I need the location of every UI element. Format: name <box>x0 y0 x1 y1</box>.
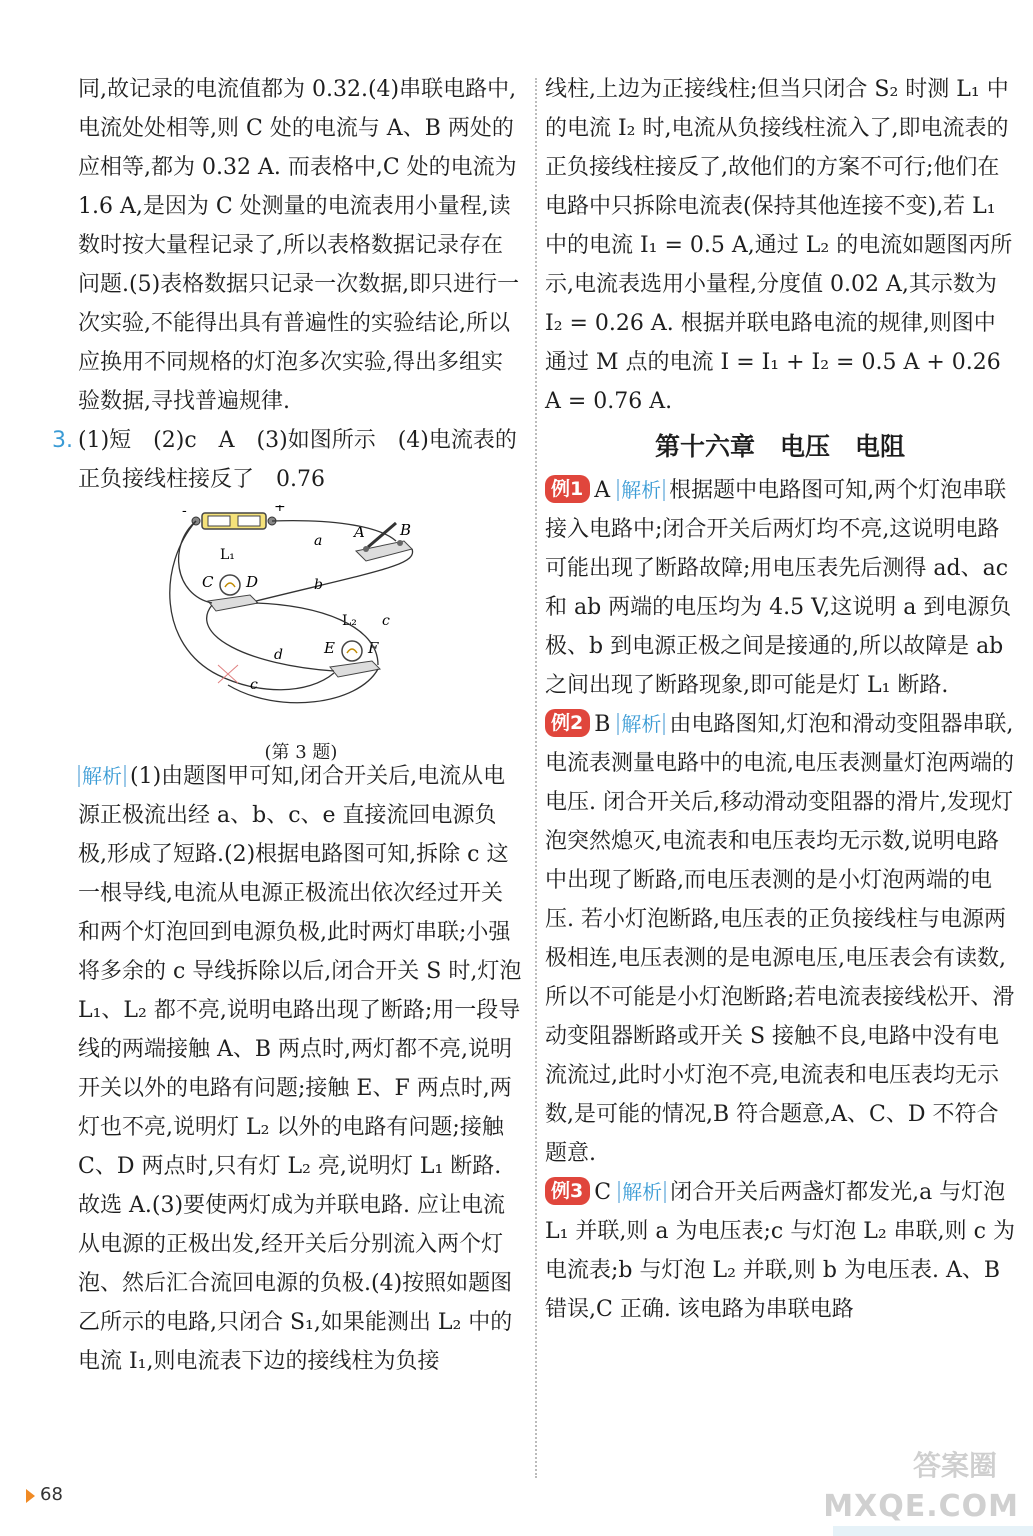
battery-minus-label: - <box>182 505 187 519</box>
example-2 <box>545 705 1015 1173</box>
lamp-l2-label: L₂ <box>342 613 357 629</box>
example-1-answer: A <box>594 478 611 503</box>
bottom-strip <box>833 1526 1033 1536</box>
wire-a-label: a <box>314 533 323 549</box>
question-3-analysis <box>78 757 524 1381</box>
lamp-l1-c: C <box>202 573 214 591</box>
example-2-answer: B <box>594 712 611 737</box>
watermark-top: 答案圈 <box>912 1449 997 1482</box>
column-divider <box>535 78 537 1478</box>
battery-icon <box>192 513 276 529</box>
example-2-badge: 例2 <box>545 709 590 737</box>
page-arrow-icon <box>26 1489 35 1503</box>
wire-c-label-2: c <box>250 677 258 693</box>
switch-label-a: A <box>354 523 365 541</box>
example-2-analysis-tag: 解析 <box>617 713 665 735</box>
wire-c-label-1: c <box>382 613 390 629</box>
example-3-text: 闭合开关后两盏灯都发光,a 与灯泡 L₁ 并联,则 a 为电压表;c 与灯泡 L₂ 串联,则 c 为电流表;b 与灯泡 L₂ 并联,则 b 为电压表. A、B 错误,C 正确. 该电路为串联电路 <box>545 1180 1015 1322</box>
example-1-text: 根据题中电路图可知,两个灯泡串联接入电路中;闭合开关后两灯均不亮,这说明电路可能出现了断路故障;用电压表先后测得 ad、ac 和 ab 两端的电压均为 4.5 V,这说明 a 到电源负极、b 到电源正极之间是接通的,所以故障是 ab 之间出现了断路现象,即可能是灯 L₁ 断路. <box>545 478 1012 698</box>
right-column <box>545 70 1015 1329</box>
lamp-l1-label: L₁ <box>220 547 235 563</box>
watermark-text: MXQE.COM <box>823 1489 1019 1524</box>
analysis-text: (1)由题图甲可知,闭合开关后,电流从电源正极流出经 a、b、c、e 直接流回电源负极,形成了短路.(2)根据电路图可知,拆除 c 这一根导线,电流从电源正极流出依次经过开关和两个灯泡回到电源负极,此时两灯串联;小强将多余的 c 导线拆除以后,闭合开关 S 时,灯泡 L₁、L₂ 都不亮,说明电路出现了断路;用一段导线的两端接触 A、B 两点时,两灯都不亮,说明开关以外的电路有问题;接触 E、F 两点时,两灯也不亮,说明灯 L₂ 以外的电路有问题;接触 C、D 两点时,只有灯 L₂ 亮,说明灯 L₁ 断路. 故选 A.(3)要使两灯成为并联电路. 应让电流从电源的正极出发,经开关后分别流入两个灯泡、然后汇合流回电源的负极.(4)按照如题图乙所示的电路,只闭合 S₁,如果能测出 L₂ 中的电流 I₁,则电流表下边的接线柱为负接 <box>78 764 522 1374</box>
page-number: 68 <box>40 1484 63 1505</box>
example-3-analysis-tag: 解析 <box>618 1181 666 1203</box>
lamp-l1-d: D <box>246 573 259 591</box>
figure-caption: (第 3 题) <box>264 742 338 763</box>
question-3 <box>52 421 524 499</box>
lamp-l2-e: E <box>324 639 335 657</box>
lamp-l2-f: F <box>368 639 379 657</box>
example-2-text: 由电路图知,灯泡和滑动变阻器串联,电流表测量电路中的电流,电压表测量灯泡两端的电压. 闭合开关后,移动滑动变阻器的滑片,发现灯泡突然熄灭,电流表和电压表均无示数,说明电路中出现了断路,而电压表测的是小灯泡两端的电压. 若小灯泡断路,电压表的正负接线柱与电源两极相连,电压表测的是电源电压,电压表会有读数,所以不可能是小灯泡断路;若电流表接线松开、滑动变阻器断路或开关 S 接触不良,电路中没有电流流过,此时小灯泡不亮,电流表和电压表均无示数,是可能的情况,B 符合题意,A、C、D 不符合题意. <box>545 712 1015 1166</box>
watermark <box>823 1440 1027 1532</box>
wire-d-label: d <box>274 647 283 663</box>
circuit-diagram <box>78 505 524 727</box>
question-3-number: 3. <box>52 428 73 453</box>
example-3-answer: C <box>594 1180 612 1205</box>
question-3-answer: (1)短 (2)c A (3)如图所示 (4)电流表的正负接线柱接反了 0.76 <box>78 428 517 492</box>
cut-mark <box>218 665 238 683</box>
analysis-tag: 解析 <box>78 765 126 787</box>
wire-b-label: b <box>314 577 323 593</box>
chapter-title: 第十六章 电压 电阻 <box>654 432 905 461</box>
circuit-figure <box>78 505 524 763</box>
switch-label-b: B <box>400 521 412 539</box>
right-paragraph-1: 线柱,上边为正接线柱;但当只闭合 S₂ 时测 L₁ 中的电流 I₂ 时,电流从负接线柱流入了,即电流表的正负接线柱接反了,故他们的方案不可行;他们在电路中只拆除电流表(保持其他连接不变),若 L₁ 中的电流 I₁ = 0.5 A,通过 L₂ 的电流如题图丙所示,电流表选用小量程,分度值 0.02 A,其示数为 I₂ = 0.26 A. 根据并联电路电流的规律,则图中通过 M 点的电流 I = I₁ + I₂ = 0.5 A + 0.26 A = 0.76 A. <box>545 77 1013 414</box>
example-3-badge: 例3 <box>545 1177 590 1205</box>
battery-plus-label: + <box>274 505 286 515</box>
example-1 <box>545 471 1015 705</box>
example-1-analysis-tag: 解析 <box>617 479 665 501</box>
left-paragraph-1: 同,故记录的电流值都为 0.32.(4)串联电路中,电流处处相等,则 C 处的电流与 A、B 两处的应相等,都为 0.32 A. 而表格中,C 处的电流为 1.6 A,是因为 C 处测量的电流表用小量程,读数时按大量程记录了,所以表格数据记录存在问题.(5)表格数据只记录一次数据,即只进行一次实验,不能得出具有普遍性的实验结论,所以应换用不同规格的灯泡多次实验,得出多组实验数据,寻找普遍规律. <box>78 77 520 414</box>
left-column <box>52 70 524 1381</box>
example-3 <box>545 1173 1015 1329</box>
example-1-badge: 例1 <box>545 475 590 503</box>
